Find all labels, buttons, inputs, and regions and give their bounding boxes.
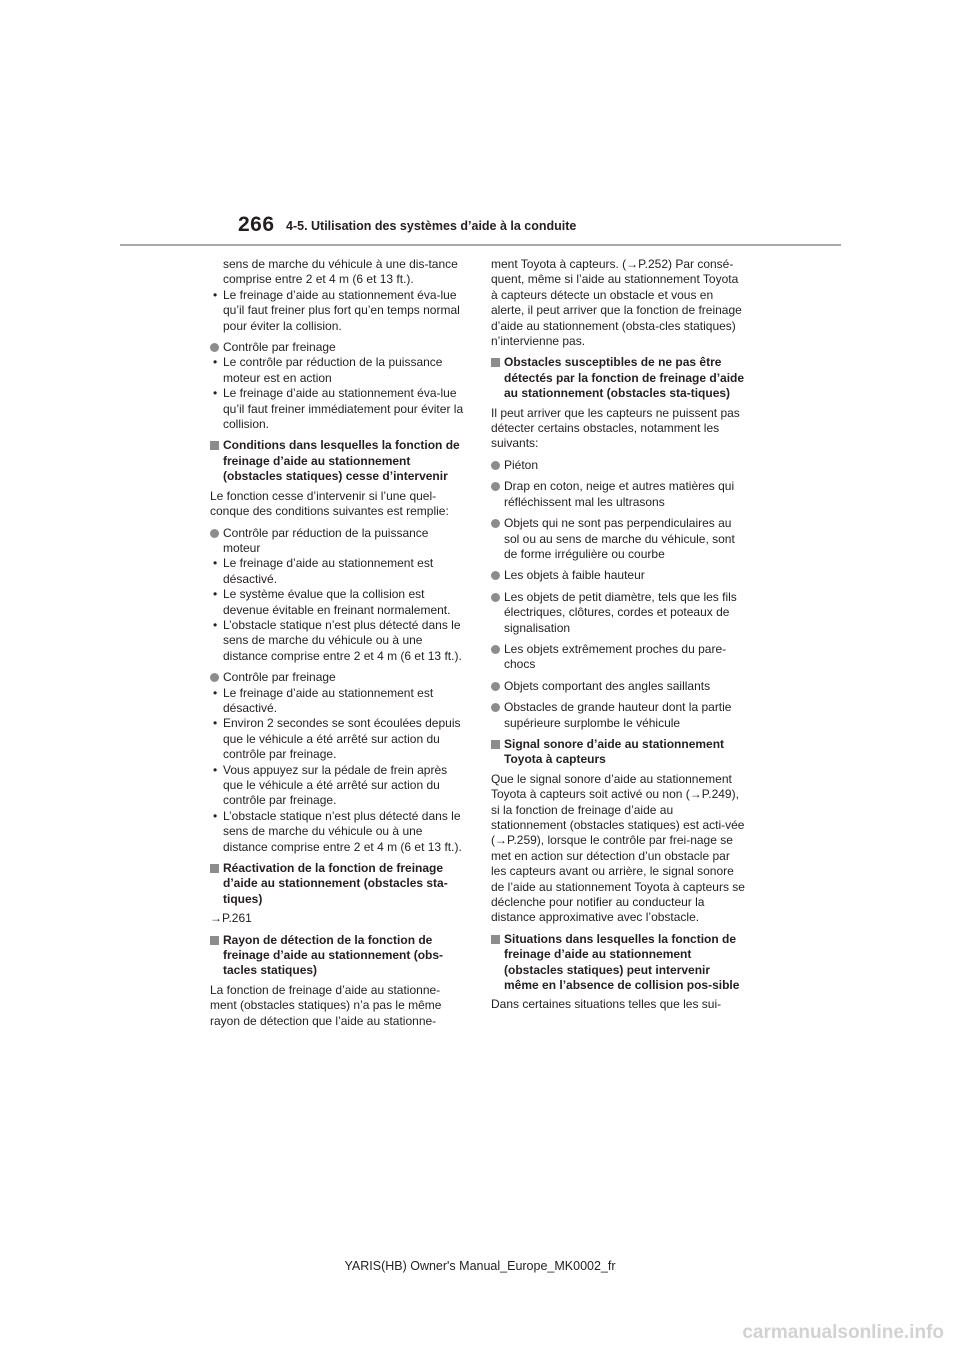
bullet-group [210, 340, 466, 432]
square-bullet-icon [210, 861, 223, 876]
list-item [210, 809, 466, 855]
circle-bullet-icon [491, 458, 504, 473]
list-item-text: Le freinage d’aide au stationnement éva-lue qu’il faut freiner immédiatement pour éviter la collision. [223, 386, 464, 432]
circle-bullet-icon [491, 700, 504, 715]
paragraph: Dans certaines situations telles que les sui- [491, 997, 722, 1012]
section-heading-text: Rayon de détection de la fonction de freinage d’aide au stationnement (obs-tacles statiques) [223, 932, 444, 978]
list-item [210, 587, 466, 618]
bullet-item [491, 516, 747, 562]
list-item-text: Le freinage d’aide au stationnement est désactivé. [223, 685, 434, 715]
section-heading-text: Signal sonore d’aide au stationnement Toyota à capteurs [504, 736, 725, 767]
circle-bullet-icon [491, 479, 504, 494]
bullet-dot-icon: • [213, 716, 218, 731]
bullet-item [491, 479, 747, 510]
section-heading [491, 355, 747, 401]
bullet-item [491, 642, 747, 673]
circle-bullet-icon [491, 516, 504, 531]
list-item [210, 686, 466, 717]
bullet-text: Obstacles de grande hauteur dont la partie supérieure surplombe le véhicule [504, 700, 732, 730]
bullet-dot-icon: • [213, 762, 218, 777]
section-heading [491, 737, 747, 768]
header-divider [120, 244, 841, 246]
bullet-item [491, 679, 747, 694]
footer-manual-id: YARIS(HB) Owner's Manual_Europe_MK0002_fr [344, 1259, 616, 1273]
paragraph: ment Toyota à capteurs. (→P.252) Par consé-quent, même si l’aide au stationnement Toyota à capteurs détecte un obstacle et vous en alerte, il peut arriver que la fonction de freinage d’aide au stationnement (obsta-cles statiques) n’intervienne pas. [491, 257, 742, 349]
bullet-text: Les objets de petit diamètre, tels que les fils électriques, clôtures, cordes et poteaux de signalisation [504, 589, 737, 635]
bullet-title: Contrôle par freinage [223, 340, 336, 355]
circle-bullet-icon [210, 670, 223, 685]
circle-bullet-icon [210, 526, 223, 541]
list-item [210, 763, 466, 809]
bullet-dot-icon: • [213, 617, 218, 632]
bullet-text: Piéton [504, 457, 539, 472]
section-heading [210, 438, 466, 484]
section-heading-text: Conditions dans lesquelles la fonction de freinage d’aide au stationnement (obstacles statiques) cesse d’intervenir [223, 438, 460, 484]
bullet-text: Objets comportant des angles saillants [504, 678, 711, 693]
section-title: 4-5. Utilisation des systèmes d’aide à la conduite [286, 219, 577, 233]
list-item-text: Le système évalue que la collision est devenue évitable en freinant normalement. [223, 587, 451, 617]
right-column [491, 257, 747, 1013]
bullet-item [491, 590, 747, 636]
list-item [210, 355, 466, 386]
continued-bullet [210, 257, 466, 334]
list-item [210, 716, 466, 762]
list-item-text: L’obstacle statique n’est plus détecté dans le sens de marche du véhicule ou à une distance comprise entre 2 et 4 m (6 et 13 ft.). [223, 617, 462, 663]
left-column [210, 257, 466, 1029]
bullet-item [491, 458, 747, 473]
section-heading [210, 861, 466, 907]
list-item-text: Vous appuyez sur la pédale de frein après que le véhicule a été arrêté sur action du contrôle par freinage. [223, 762, 448, 808]
watermark: carmanualsonline.info [742, 1322, 944, 1343]
bullet-title: Contrôle par réduction de la puissance moteur [223, 525, 429, 555]
section-heading-text: Situations dans lesquelles la fonction de freinage d’aide au stationnement (obstacles statiques) peut intervenir même en l’absence de collision pos-sible [504, 931, 740, 993]
list-item [210, 618, 466, 664]
section-heading-text: Obstacles susceptibles de ne pas être détectés par la fonction de freinage d’aide au stationnement (obstacles sta-tiques) [504, 355, 745, 401]
bullet-dot-icon: • [213, 287, 218, 302]
bullet-dot-icon: • [213, 587, 218, 602]
section-heading [210, 933, 466, 979]
circle-bullet-icon [491, 568, 504, 583]
bullet-dot-icon: • [213, 355, 218, 370]
bullet-text: Les objets extrêmement proches du pare-chocs [504, 641, 727, 672]
circle-bullet-icon [491, 642, 504, 657]
list-item-text: Le freinage d’aide au stationnement éva-lue qu’il faut freiner plus fort qu’en temps normal pour éviter la collision. [223, 287, 460, 333]
list-item-text: Le freinage d’aide au stationnement est désactivé. [223, 556, 434, 586]
bullet-dot-icon: • [213, 685, 218, 700]
bullet-group [210, 670, 466, 855]
list-item [210, 556, 466, 587]
bullet-group [210, 526, 466, 665]
paragraph: Que le signal sonore d’aide au stationnement Toyota à capteurs soit activé ou non (→P.249), si la fonction de freinage d’aide au stationnement (obstacles statiques) est acti-vée (→P.259), lorsque le contrôle par frei-nage se met en action sur détection d’un obstacle par les capteurs avant ou arrière, le signal sonore de l’aide au stationnement Toyota à capteurs se déclenche pour notifier au conducteur la distance approximative avec l’obstacle. [491, 771, 745, 925]
bullet-dot-icon: • [213, 808, 218, 823]
list-item-text: Environ 2 secondes se sont écoulées depuis que le véhicule a été arrêté sur action du contrôle par freinage. [223, 716, 461, 762]
bullet-title: Contrôle par freinage [223, 670, 336, 685]
list-item [210, 288, 466, 334]
paragraph: Le fonction cesse d’intervenir si l’une quel-conque des conditions suivantes est remplie: [210, 488, 449, 519]
list-item-text: L’obstacle statique n’est plus détecté dans le sens de marche du véhicule ou à une distance comprise entre 2 et 4 m (6 et 13 ft.). [223, 808, 462, 854]
square-bullet-icon [210, 438, 223, 453]
square-bullet-icon [491, 355, 504, 370]
paragraph: Il peut arriver que les capteurs ne puissent pas détecter certains obstacles, notamment les suivants: [491, 405, 740, 451]
paragraph: La fonction de freinage d’aide au stationne-ment (obstacles statiques) n’a pas le même rayon de détection que l’aide au stationne- [210, 982, 442, 1028]
circle-bullet-icon [491, 590, 504, 605]
section-heading [491, 932, 747, 994]
circle-bullet-icon [210, 340, 223, 355]
bullet-dot-icon: • [213, 386, 218, 401]
square-bullet-icon [491, 932, 504, 947]
section-heading-text: Réactivation de la fonction de freinage d’aide au stationnement (obstacles sta-tiques) [223, 861, 448, 906]
square-bullet-icon [210, 933, 223, 948]
page-number: 266 [238, 213, 275, 236]
bullet-item [491, 700, 747, 731]
page-reference-link[interactable]: →P.261 [210, 911, 252, 926]
bullet-text: Drap en coton, neige et autres matières qui réfléchissent mal les ultrasons [504, 479, 735, 509]
bullet-dot-icon: • [213, 556, 218, 571]
list-item-text: Le contrôle par réduction de la puissance moteur est en action [223, 355, 443, 385]
paragraph: sens de marche du véhicule à une dis-tance comprise entre 2 et 4 m (6 et 13 ft.). [223, 257, 458, 287]
bullet-text: Les objets à faible hauteur [504, 568, 645, 583]
bullet-text: Objets qui ne sont pas perpendiculaires au sol ou au sens de marche du véhicule, sont de forme irrégulière ou courbe [504, 516, 735, 561]
circle-bullet-icon [491, 679, 504, 694]
square-bullet-icon [491, 737, 504, 752]
bullet-item [491, 568, 747, 583]
list-item [210, 386, 466, 432]
